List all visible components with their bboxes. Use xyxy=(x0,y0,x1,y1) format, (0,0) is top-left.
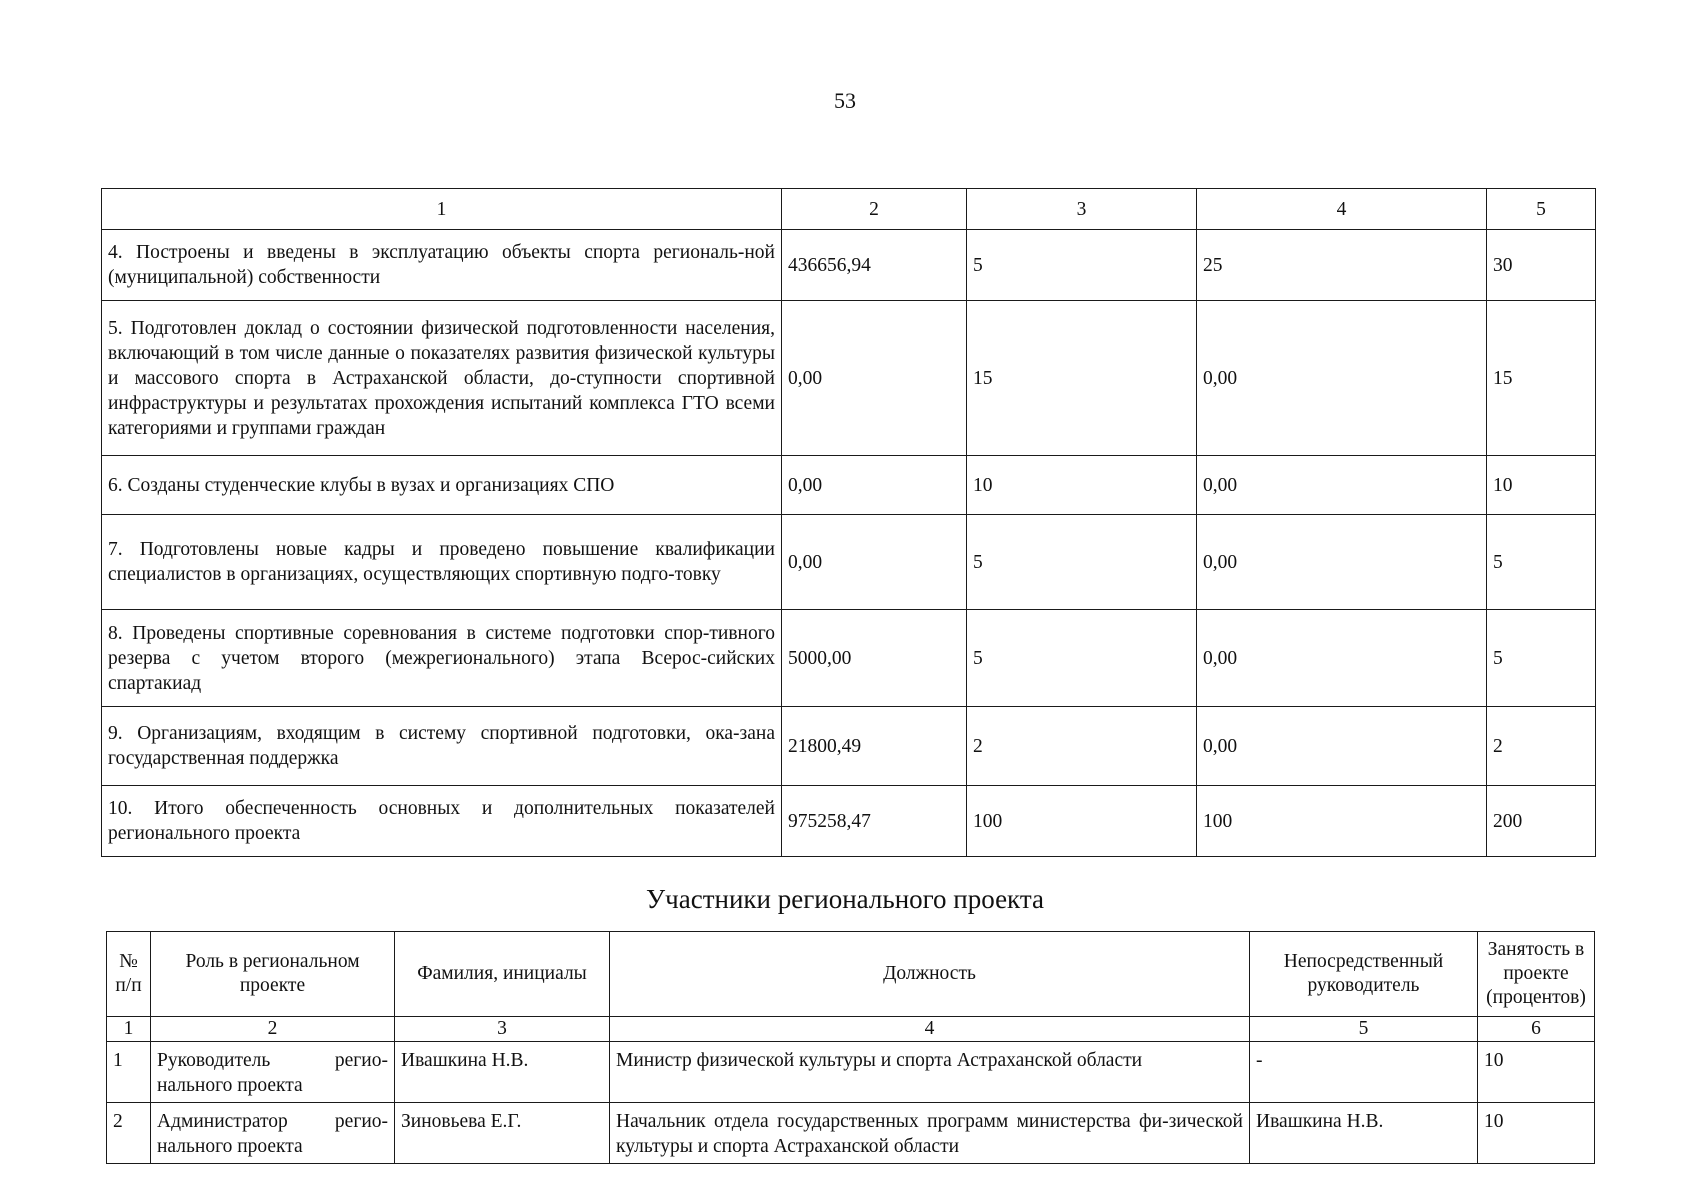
table-row xyxy=(102,456,1596,515)
cell-value: 200 xyxy=(1487,786,1596,857)
cell-value: 5 xyxy=(967,230,1197,301)
column-header: 5 xyxy=(1487,189,1596,230)
table-row xyxy=(102,301,1596,456)
cell-value: 5 xyxy=(1487,515,1596,610)
budget-value: 21800,49 xyxy=(782,707,967,786)
cell-value: 5 xyxy=(1487,610,1596,707)
table-row xyxy=(102,707,1596,786)
cell-value: 0,00 xyxy=(1197,456,1487,515)
participant-position: Министр физической культуры и спорта Астраханской области xyxy=(610,1042,1250,1103)
column-header: 4 xyxy=(1197,189,1487,230)
participant-employment: 10 xyxy=(1478,1042,1595,1103)
cell-value: 100 xyxy=(967,786,1197,857)
cell-value: 0,00 xyxy=(1197,707,1487,786)
column-header-num: № п/п xyxy=(107,932,151,1017)
cell-value: 2 xyxy=(1487,707,1596,786)
table-row xyxy=(102,610,1596,707)
column-header-employment: Занятость в проекте (процентов) xyxy=(1478,932,1595,1017)
column-index: 3 xyxy=(395,1017,610,1042)
cell-value: 25 xyxy=(1197,230,1487,301)
cell-value: 10 xyxy=(1487,456,1596,515)
participant-position: Начальник отдела государственных программ министерства фи-зической культуры и спорта Астраханской области xyxy=(610,1103,1250,1164)
row-number: 1 xyxy=(107,1042,151,1103)
table-header-row xyxy=(102,189,1596,230)
participant-supervisor: - xyxy=(1250,1042,1478,1103)
cell-value: 5 xyxy=(967,515,1197,610)
budget-value: 5000,00 xyxy=(782,610,967,707)
cell-value: 100 xyxy=(1197,786,1487,857)
table-row xyxy=(107,1103,1595,1164)
result-description: 5. Подготовлен доклад о состоянии физической подготовленности населения, включающий в том числе данные о показателях развития физической культуры и массового спорта в Астраханской области, до-ступности спортивной инфраструктуры и результатах прохождения испытаний комплекса ГТО всеми категориями и группами граждан xyxy=(102,301,782,456)
result-description: 6. Созданы студенческие клубы в вузах и организациях СПО xyxy=(102,456,782,515)
result-description: 7. Подготовлены новые кадры и проведено повышение квалификации специалистов в организациях, осуществляющих спортивную подго-товку xyxy=(102,515,782,610)
results-table xyxy=(101,188,1596,857)
column-index: 1 xyxy=(107,1017,151,1042)
column-header: 2 xyxy=(782,189,967,230)
participants-table xyxy=(106,931,1595,1164)
result-description: 10. Итого обеспеченность основных и дополнительных показателей регионального проекта xyxy=(102,786,782,857)
cell-value: 10 xyxy=(967,456,1197,515)
cell-value: 0,00 xyxy=(1197,610,1487,707)
page-number: 53 xyxy=(834,88,856,113)
column-header-role: Роль в региональном проекте xyxy=(151,932,395,1017)
cell-value: 15 xyxy=(967,301,1197,456)
participant-name: Зиновьева Е.Г. xyxy=(395,1103,610,1164)
column-header: 1 xyxy=(102,189,782,230)
column-header: 3 xyxy=(967,189,1197,230)
budget-value: 0,00 xyxy=(782,456,967,515)
section-title: Участники регионального проекта xyxy=(646,884,1044,914)
result-description: 8. Проведены спортивные соревнования в системе подготовки спор-тивного резерва с учетом второго (межрегионального) этапа Всерос-сийских спартакиад xyxy=(102,610,782,707)
column-index: 2 xyxy=(151,1017,395,1042)
result-description: 9. Организациям, входящим в систему спортивной подготовки, ока-зана государственная поддержка xyxy=(102,707,782,786)
cell-value: 5 xyxy=(967,610,1197,707)
result-description: 4. Построены и введены в эксплуатацию объекты спорта региональ-ной (муниципальной) собственности xyxy=(102,230,782,301)
budget-value: 975258,47 xyxy=(782,786,967,857)
column-index: 5 xyxy=(1250,1017,1478,1042)
column-index: 4 xyxy=(610,1017,1250,1042)
column-header-supervisor: Непосредственный руководитель xyxy=(1250,932,1478,1017)
row-number: 2 xyxy=(107,1103,151,1164)
table-row xyxy=(107,1042,1595,1103)
participant-supervisor: Ивашкина Н.В. xyxy=(1250,1103,1478,1164)
budget-value: 436656,94 xyxy=(782,230,967,301)
column-header-position: Должность xyxy=(610,932,1250,1017)
table-row xyxy=(102,230,1596,301)
budget-value: 0,00 xyxy=(782,301,967,456)
cell-value: 30 xyxy=(1487,230,1596,301)
budget-value: 0,00 xyxy=(782,515,967,610)
cell-value: 15 xyxy=(1487,301,1596,456)
column-index-row xyxy=(107,1017,1595,1042)
column-index: 6 xyxy=(1478,1017,1595,1042)
column-header-name: Фамилия, инициалы xyxy=(395,932,610,1017)
participant-name: Ивашкина Н.В. xyxy=(395,1042,610,1103)
table-row xyxy=(102,515,1596,610)
table-row-total xyxy=(102,786,1596,857)
cell-value: 0,00 xyxy=(1197,515,1487,610)
participant-employment: 10 xyxy=(1478,1103,1595,1164)
participant-role: Администратор регио-нального проекта xyxy=(151,1103,395,1164)
table-header-row xyxy=(107,932,1595,1017)
cell-value: 0,00 xyxy=(1197,301,1487,456)
participant-role: Руководитель регио-нального проекта xyxy=(151,1042,395,1103)
cell-value: 2 xyxy=(967,707,1197,786)
